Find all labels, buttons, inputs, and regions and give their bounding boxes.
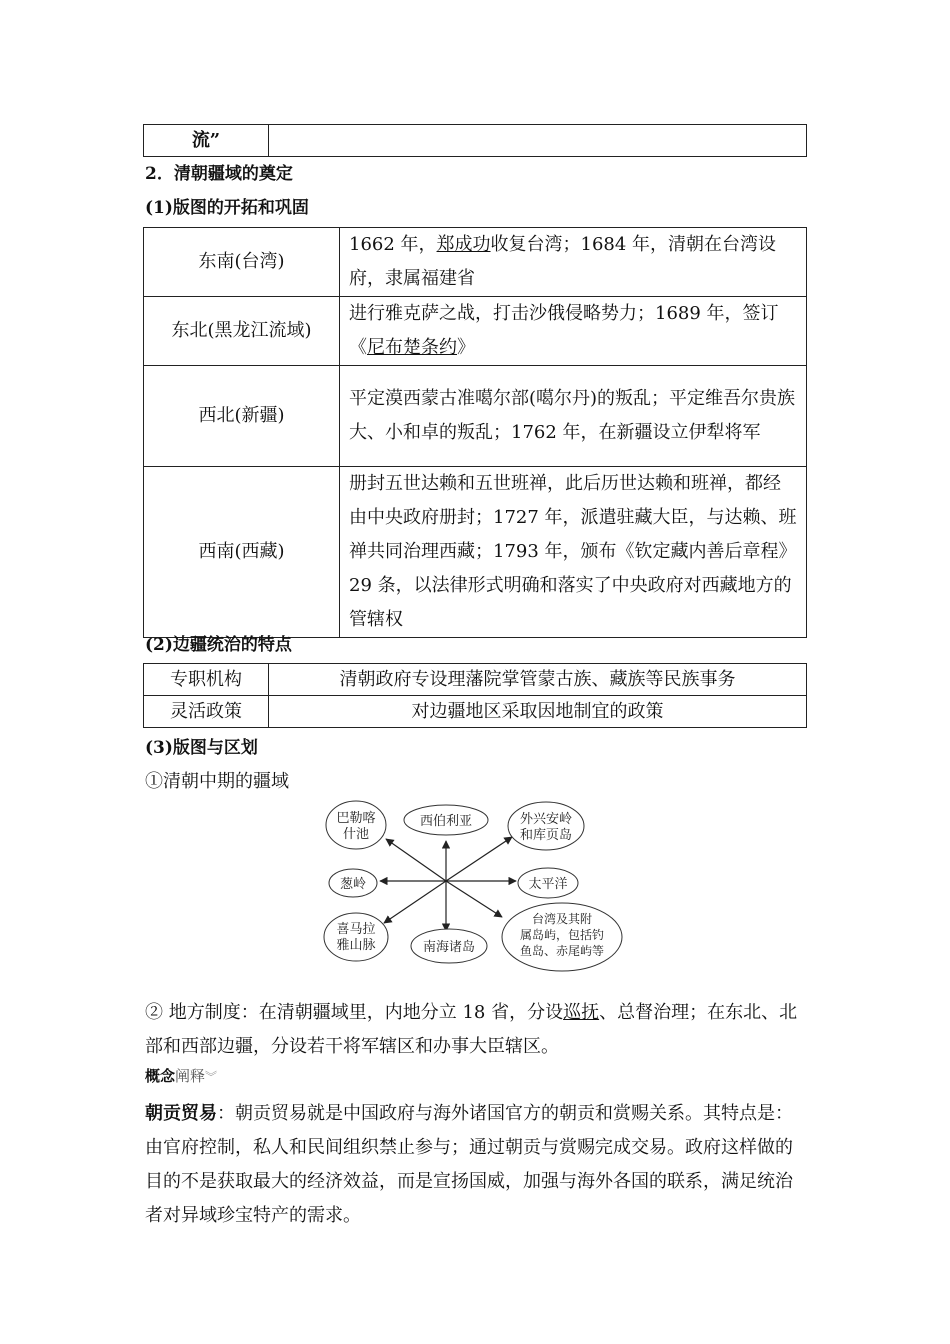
node-sw-line1: 喜马拉 [336, 922, 376, 937]
node-ne-line2: 和库页岛 [519, 828, 573, 843]
arrow-se [446, 881, 502, 917]
section2-heading: 2．清朝疆域的奠定 [145, 164, 293, 184]
feature-content: 清朝政府专设理藩院掌管蒙古族、藏族等民族事务 [269, 664, 807, 696]
region-cell: 东南(台湾) [144, 228, 340, 297]
concept-label: 概念阐释︾ [145, 1067, 218, 1085]
item2-paragraph: ② 地方制度：在清朝疆域里，内地分立 18 省，分设巡抚、总督治理；在东北、北部和西部边疆，分设若干将军辖区和办事大臣辖区。 [145, 1002, 798, 1057]
region-cell: 西南(西藏) [144, 467, 340, 638]
event-cell: 1662 年，郑成功收复台湾；1684 年，清朝在台湾设府，隶属福建省 [340, 228, 807, 297]
table-row [144, 696, 807, 728]
territory-table [143, 227, 807, 638]
node-nw-line2: 什池 [342, 827, 370, 842]
feature-table [143, 663, 807, 728]
continuation-cell: 流” [144, 125, 269, 157]
chevron-down-icon: ︾ [205, 1070, 218, 1084]
sub2-heading: (2)边疆统治的特点 [145, 635, 292, 655]
node-s-line1: 南海诸岛 [422, 940, 476, 955]
region-cell: 东北(黑龙江流域) [144, 297, 340, 366]
sub1-heading: (1)版图的开拓和巩固 [145, 198, 309, 218]
table-row [144, 228, 807, 297]
event-cell: 册封五世达赖和五世班禅，此后历世达赖和班禅，都经由中央政府册封；1727 年，派遣驻藏大臣，与达赖、班禅共同治理西藏；1793 年，颁布《钦定藏内善后章程》29 条，以法律形式明确和落实了中央政府对西藏地方的管辖权 [340, 467, 807, 638]
node-ne-line1: 外兴安岭 [519, 812, 573, 827]
sub3-heading: (3)版图与区划 [145, 738, 258, 758]
node-se-line2: 属岛屿，包括钓 [519, 928, 605, 942]
table-row [144, 297, 807, 366]
table-row [144, 366, 807, 467]
table-row [144, 664, 807, 696]
node-w-line1: 葱岭 [339, 877, 367, 892]
arrow-nw [386, 839, 446, 881]
continuation-empty-cell [269, 125, 807, 157]
node-e-line1: 太平洋 [528, 877, 568, 892]
node-se-line1: 台湾及其附 [531, 912, 593, 926]
tribute-paragraph: 朝贡贸易：朝贡贸易就是中国政府与海外诸国官方的朝贡和赏赐关系。其特点是：由官府控制，私人和民间组织禁止参与；通过朝贡与赏赐完成交易。政府这样做的目的不是获取最大的经济效益，而是宣扬国威，加强与海外各国的联系，满足统治者对异域珍宝特产的需求。 [145, 1103, 793, 1226]
node-sw-line2: 雅山脉 [336, 938, 376, 953]
item1-heading: ①清朝中期的疆域 [145, 771, 289, 792]
event-cell: 平定漠西蒙古准噶尔部(噶尔丹)的叛乱；平定维吾尔贵族大、小和卓的叛乱；1762 年，在新疆设立伊犁将军 [340, 366, 807, 467]
continuation-table [143, 124, 807, 157]
territory-diagram [300, 795, 640, 985]
node-sw-ellipse [324, 913, 388, 961]
node-n-line1: 西伯利亚 [419, 814, 473, 829]
feature-content: 对边疆地区采取因地制宜的政策 [269, 696, 807, 728]
feature-label: 专职机构 [144, 664, 269, 696]
node-se-line3: 鱼岛、赤尾屿等 [519, 944, 605, 958]
event-cell: 进行雅克萨之战，打击沙俄侵略势力；1689 年，签订《尼布楚条约》 [340, 297, 807, 366]
arrow-ne [446, 837, 512, 881]
diagram-arrows [380, 837, 516, 931]
feature-label: 灵活政策 [144, 696, 269, 728]
table-row [144, 467, 807, 638]
arrow-sw [384, 881, 446, 923]
node-nw-line1: 巴勒喀 [336, 811, 376, 826]
region-cell: 西北(新疆) [144, 366, 340, 467]
